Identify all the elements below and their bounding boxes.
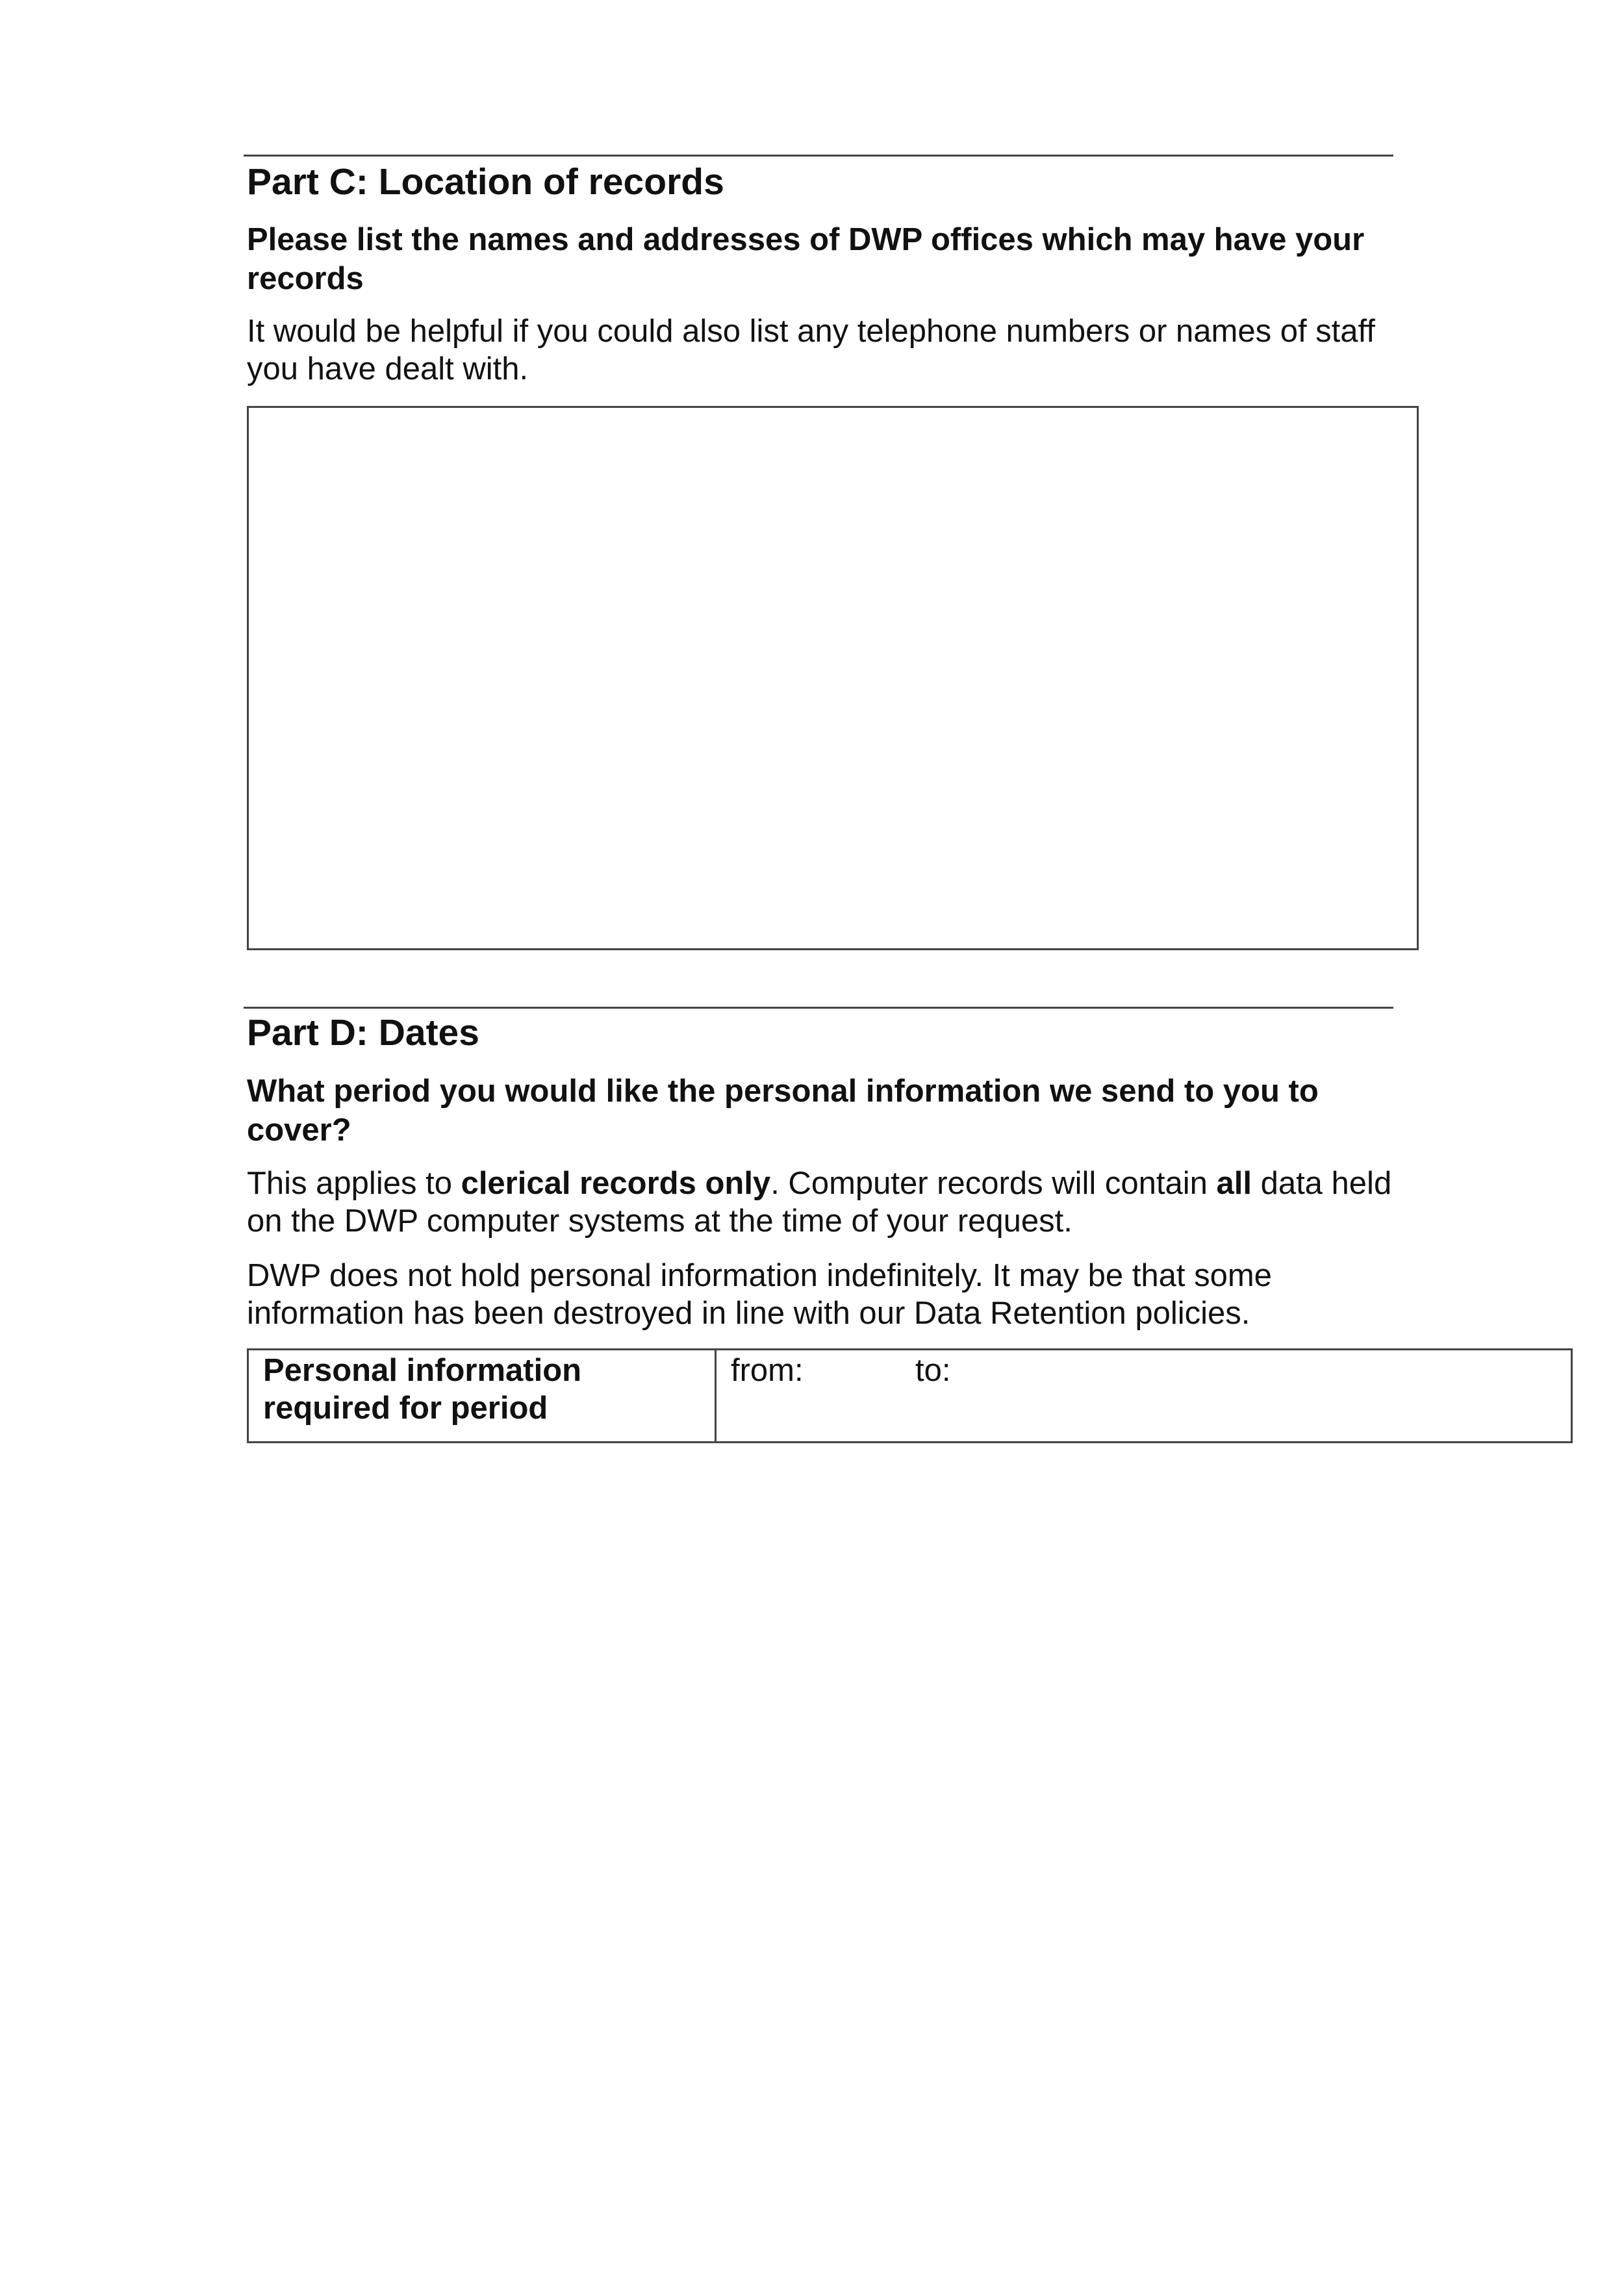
part-c-instruction: It would be helpful if you could also list any telephone numbers or names of staff you have dealt with. [247,314,1375,386]
clerical-records-note [247,1165,1403,1240]
all-data-emphasis: all [1216,1166,1252,1201]
note-text-end: data held on the DWP computer systems at the time of your request. [247,1166,1392,1239]
to-date-field[interactable]: to: [915,1353,951,1388]
part-d-heading: Part D: Dates [247,1012,479,1053]
note-text-start: This applies to [247,1166,461,1201]
from-date-field[interactable]: from: [731,1353,804,1388]
period-table [247,1348,1573,1443]
part-d-subheading: What period you would like the personal information we send to you to cover? [247,1074,1319,1148]
clerical-records-only-emphasis: clerical records only [461,1166,771,1201]
part-c-divider [244,155,1393,157]
period-label: Personal information required for period [249,1350,717,1441]
period-input-cell[interactable] [717,1350,1571,1441]
data-retention-note: DWP does not hold personal information indefinitely. It may be that some information has been destroyed in line with our Data Retention policies. [247,1258,1272,1331]
note-text-middle: . Computer records will contain [770,1166,1217,1201]
part-c-heading: Part C: Location of records [247,161,724,203]
part-c-subheading: Please list the names and addresses of DWP offices which may have your records [247,222,1365,296]
part-d-divider [244,1007,1393,1009]
office-records-textarea[interactable] [247,406,1419,950]
